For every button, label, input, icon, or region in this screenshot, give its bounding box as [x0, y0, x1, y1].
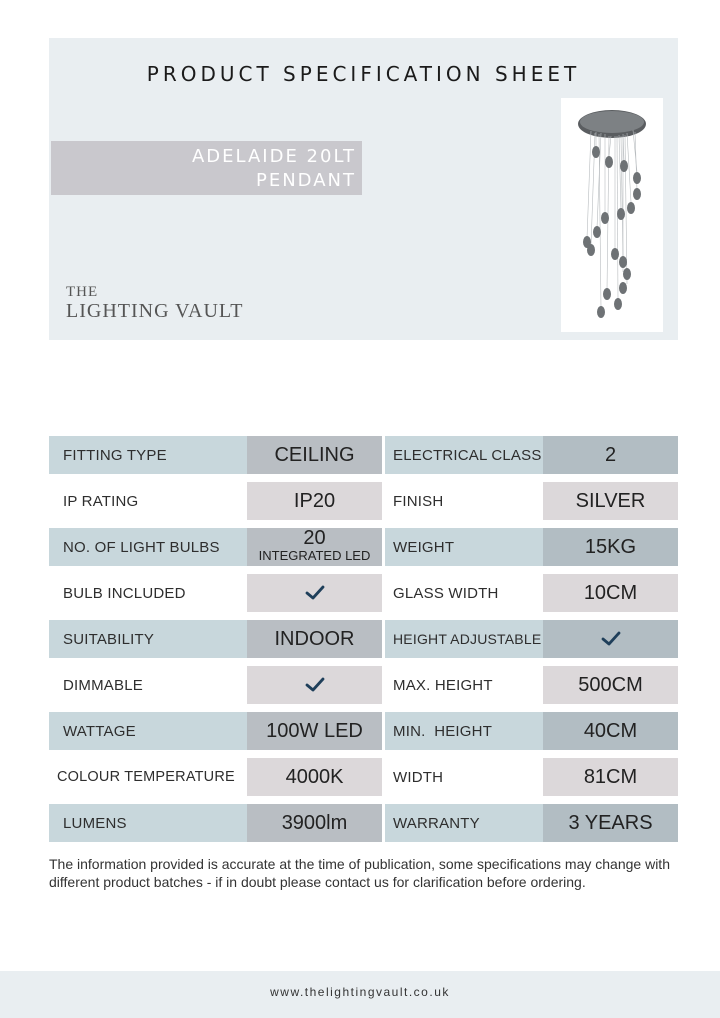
spec-value: 40CM — [543, 712, 678, 750]
product-image — [561, 98, 663, 332]
pendant-illustration — [561, 98, 663, 332]
spec-row — [49, 528, 678, 566]
header-panel — [49, 38, 678, 340]
spec-label: DIMMABLE — [49, 666, 247, 704]
spec-table — [49, 436, 678, 850]
spec-label: LUMENS — [49, 804, 247, 842]
spec-row — [49, 620, 678, 658]
spec-value: 81CM — [543, 758, 678, 796]
spec-value: 4000K — [247, 758, 382, 796]
spec-row — [49, 712, 678, 750]
checkmark-icon — [305, 585, 325, 601]
product-name-line2: PENDANT — [255, 170, 356, 191]
spec-label: FINISH — [385, 482, 543, 520]
spec-value: IP20 — [247, 482, 382, 520]
spec-label: WATTAGE — [49, 712, 247, 750]
spec-value — [247, 574, 382, 612]
spec-value: 10CM — [543, 574, 678, 612]
footer-website-link[interactable]: www.thelightingvault.co.uk — [270, 985, 450, 999]
spec-label: NO. OF LIGHT BULBS — [49, 528, 247, 566]
spec-label: SUITABILITY — [49, 620, 247, 658]
spec-value — [543, 620, 678, 658]
spec-label: HEIGHT ADJUSTABLE — [385, 620, 543, 658]
spec-value — [247, 666, 382, 704]
spec-label: GLASS WIDTH — [385, 574, 543, 612]
spec-row — [49, 666, 678, 704]
brand-logo — [66, 284, 244, 322]
spec-value: 2 — [543, 436, 678, 474]
spec-label: WIDTH — [385, 758, 543, 796]
spec-value-main: 20 — [303, 527, 326, 549]
spec-value: 15KG — [543, 528, 678, 566]
spec-row — [49, 804, 678, 842]
spec-label: MAX. HEIGHT — [385, 666, 543, 704]
sheet-title: PRODUCT SPECIFICATION SHEET — [146, 62, 581, 86]
spec-row — [49, 436, 678, 474]
logo-line2: LIGHTING VAULT — [66, 300, 244, 322]
disclaimer-text: The information provided is accurate at the time of publication, some specifications may change with different product batches - if in doubt please contact us for clarification before ordering. — [49, 856, 670, 890]
spec-value: 3 YEARS — [543, 804, 678, 842]
spec-value: CEILING — [247, 436, 382, 474]
product-name-band — [51, 141, 362, 195]
spec-label: ELECTRICAL CLASS — [385, 436, 543, 474]
spec-label: BULB INCLUDED — [49, 574, 247, 612]
spec-row — [49, 758, 678, 796]
checkmark-icon — [601, 631, 621, 647]
spec-value-sub: INTEGRATED LED — [258, 548, 371, 563]
spec-label: MIN. HEIGHT — [385, 712, 543, 750]
spec-label: WARRANTY — [385, 804, 543, 842]
footer — [0, 971, 720, 1018]
spec-row — [49, 574, 678, 612]
spec-value: SILVER — [543, 482, 678, 520]
spec-label: FITTING TYPE — [49, 436, 247, 474]
spec-value — [247, 528, 382, 566]
logo-line1: THE — [66, 284, 99, 300]
spec-label: COLOUR TEMPERATURE — [49, 758, 247, 796]
spec-value: 500CM — [543, 666, 678, 704]
spec-label: WEIGHT — [385, 528, 543, 566]
product-name-line1: ADELAIDE 20LT — [191, 146, 356, 167]
spec-row — [49, 482, 678, 520]
spec-value: INDOOR — [247, 620, 382, 658]
spec-value: 100W LED — [247, 712, 382, 750]
spec-value: 3900lm — [247, 804, 382, 842]
spec-label: IP RATING — [49, 482, 247, 520]
checkmark-icon — [305, 677, 325, 693]
